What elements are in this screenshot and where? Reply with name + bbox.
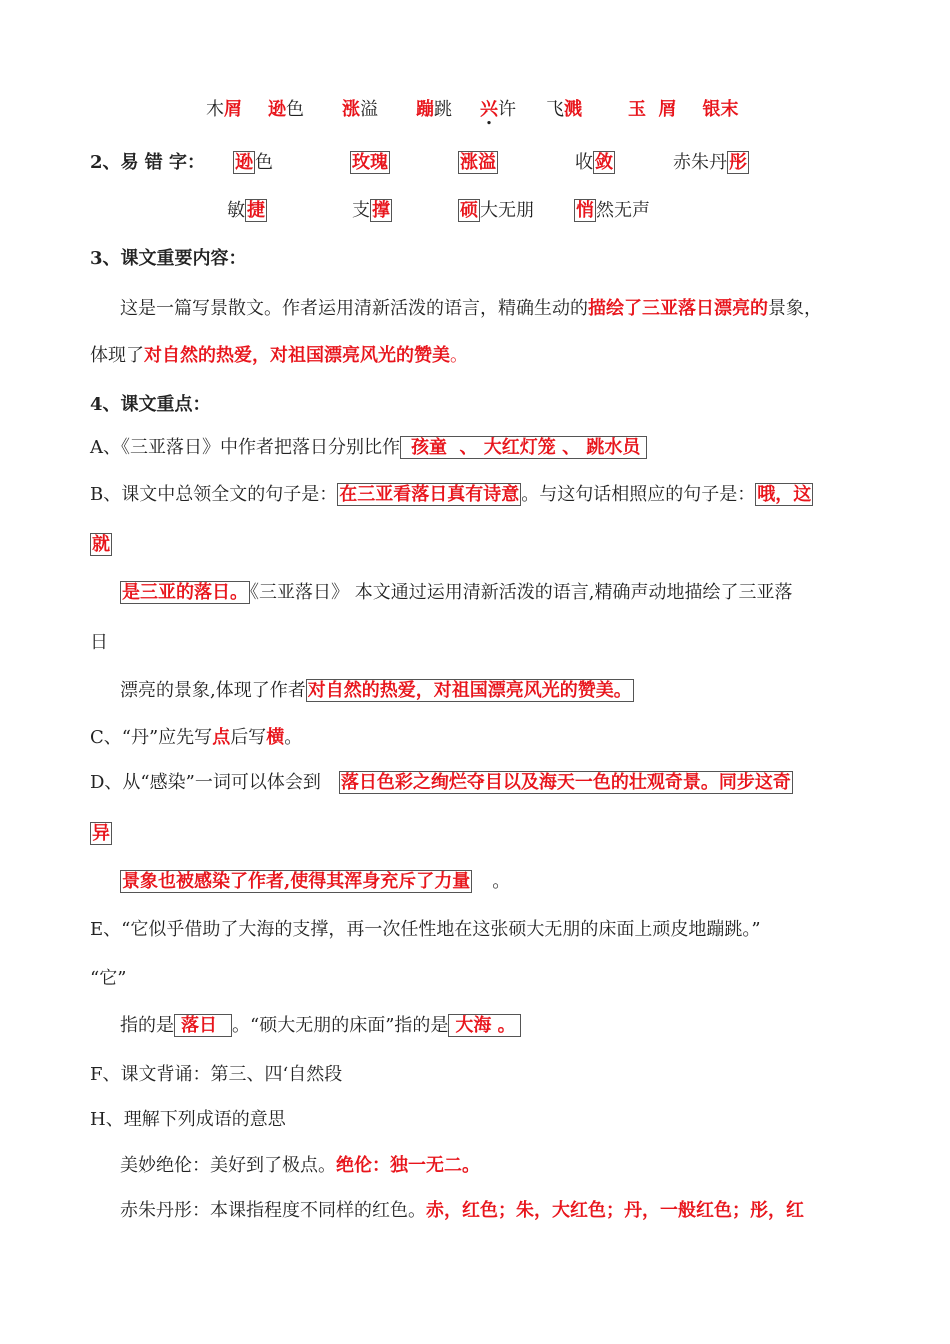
typo-row-1: 逊 色 bbox=[235, 152, 273, 173]
item-f: F、课文背诵：第三、四‘自然段 bbox=[90, 1064, 343, 1085]
idiom-1: 美妙绝伦：美好到了极点。绝伦：独一无二。 bbox=[120, 1155, 480, 1176]
item-d: D、从“感染”一词可以体会到 落日色彩之绚烂夺目以及海天一色的壮观奇景。同步这奇 bbox=[90, 772, 791, 793]
vocab-row-1: 木屑 逊色 涨溢 蹦跳 兴许 飞溅 玉 屑 银末 bbox=[206, 99, 739, 120]
item-e: E、“它似乎借助了大海的支撑，再一次任性地在这张硕大无朋的床面上顽皮地蹦跳。” bbox=[90, 919, 761, 940]
item-h: H、理解下列成语的意思 bbox=[90, 1109, 286, 1130]
item-a: A、《三亚落日》中作者把落日分别比作 孩童 、 大红灯笼 、 跳水员 bbox=[90, 435, 647, 461]
section-3-heading: 3、课文重要内容： bbox=[90, 248, 247, 269]
item-c: C、“丹”应先写点后写横。 bbox=[90, 727, 303, 748]
item-b: B、课文中总领全文的句子是： 在三亚看落日真有诗意 。与这句话相照应的句子是： 哦，这 bbox=[90, 484, 812, 505]
section-3-paragraph-2: 体现了对自然的热爱，对祖国漂亮风光的赞美。 bbox=[90, 345, 468, 366]
idiom-2: 赤朱丹彤：本课指程度不同样的红色。赤，红色；朱，大红色；丹，一般红色；彤，红 bbox=[120, 1200, 804, 1221]
section-2-heading: 2、易 错 字： bbox=[90, 152, 206, 173]
section-3-paragraph-1: 这是一篇写景散文。作者运用清新活泼的语言，精确生动的描绘了三亚落日漂亮的景象， bbox=[120, 298, 822, 319]
section-4-heading: 4、课文重点： bbox=[90, 394, 211, 415]
typo-row-2: 敏 捷 bbox=[227, 200, 265, 221]
